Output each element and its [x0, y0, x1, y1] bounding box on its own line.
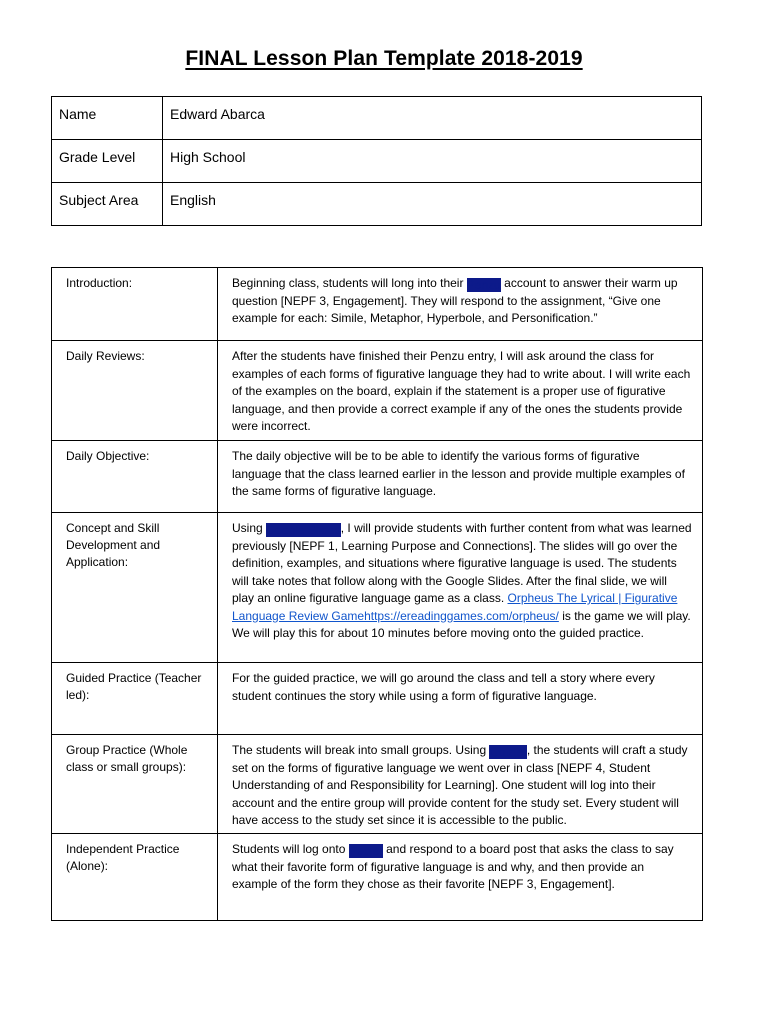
info-label: Grade Level [52, 140, 163, 183]
row-concept-skill-development [52, 513, 703, 663]
section-content [218, 513, 703, 663]
info-value: English [163, 183, 702, 226]
text-run: The students will break into small groups. Using [232, 743, 490, 757]
document-title: FINAL Lesson Plan Template 2018-2019 [185, 47, 583, 70]
text-run: , the students will craft a study set on the forms of figurative language we went over in class [NEPF 4, Student Understanding of and Responsibility for Learning]. One student will log into their account and the entire group will provide content for the study set. Every student will have access to the study set since it is accessible to the public. [232, 743, 688, 827]
section-content [218, 834, 703, 921]
text-run: , I will provide students with further content from what was learned previously [NEPF 1, Learning Purpose and Connections]. The slides will go over the definition, examples, and situations where figurative language is used. The students will take notes that follow along with the Google Slides. After the final slide, we will play an online figurative language game as a class. [232, 521, 692, 605]
info-label: Name [52, 97, 163, 140]
redacted-text: Quizlet [489, 745, 527, 759]
redacted-text: Google Slides [266, 523, 341, 537]
section-label: Concept and Skill Development and Application: [52, 513, 218, 663]
text-run: Students will log onto [232, 842, 349, 856]
section-content: For the guided practice, we will go around the class and tell a story where every student continues the story while using a form of figurative language. [218, 663, 703, 735]
section-content [218, 735, 703, 834]
section-label: Introduction: [52, 268, 218, 341]
section-label: Group Practice (Whole class or small groups): [52, 735, 218, 834]
section-label: Daily Reviews: [52, 341, 218, 441]
row-daily-reviews [52, 341, 703, 441]
text-run: and respond to a board post that asks the class to say what their favorite form of figurative language is and why, and then provide an example of the form they chose as their favorite [NEPF 3, Engagement]. [232, 842, 674, 891]
row-independent-practice [52, 834, 703, 921]
row-introduction [52, 268, 703, 341]
redacted-text: Padlet [348, 844, 383, 858]
game-link[interactable]: Orpheus The Lyrical | Figurative Language Review Gamehttps://ereadinggames.com/orpheus/ [232, 591, 678, 623]
info-value: Edward Abarca [163, 97, 702, 140]
section-content: The daily objective will be to be able to identify the various forms of figurative language that the class learned earlier in the lesson and provide multiple examples of the same forms of figurative language. [218, 441, 703, 513]
info-label: Subject Area [52, 183, 163, 226]
info-value: High School [163, 140, 702, 183]
section-label: Independent Practice (Alone): [52, 834, 218, 921]
redacted-text: Penzu [466, 278, 501, 292]
section-content: After the students have finished their Penzu entry, I will ask around the class for examples of each forms of figurative language they had to write about. I will write each of the examples on the board, explain if the statement is a proper use of figurative language, and then provide a correct example if any of the ones the students provide were incorrect. [218, 341, 703, 441]
info-table [51, 96, 702, 226]
section-content [218, 268, 703, 341]
info-row-grade-level [52, 140, 702, 183]
text-run: Using [232, 521, 267, 535]
lesson-plan-table [51, 267, 703, 921]
text-run: account to answer their warm up question [NEPF 3, Engagement]. They will respond to the assignment, “Give one example for each: Simile, Metaphor, Hyperbole, and Personification.” [232, 276, 678, 325]
row-guided-practice [52, 663, 703, 735]
text-run: Beginning class, students will long into their [232, 276, 467, 290]
section-label: Guided Practice (Teacher led): [52, 663, 218, 735]
row-daily-objective [52, 441, 703, 513]
text-run: is the game we will play. We will play this for about 10 minutes before moving onto the guided practice. [232, 608, 691, 640]
row-group-practice [52, 735, 703, 834]
section-label: Daily Objective: [52, 441, 218, 513]
info-row-name [52, 97, 702, 140]
info-row-subject-area [52, 183, 702, 226]
